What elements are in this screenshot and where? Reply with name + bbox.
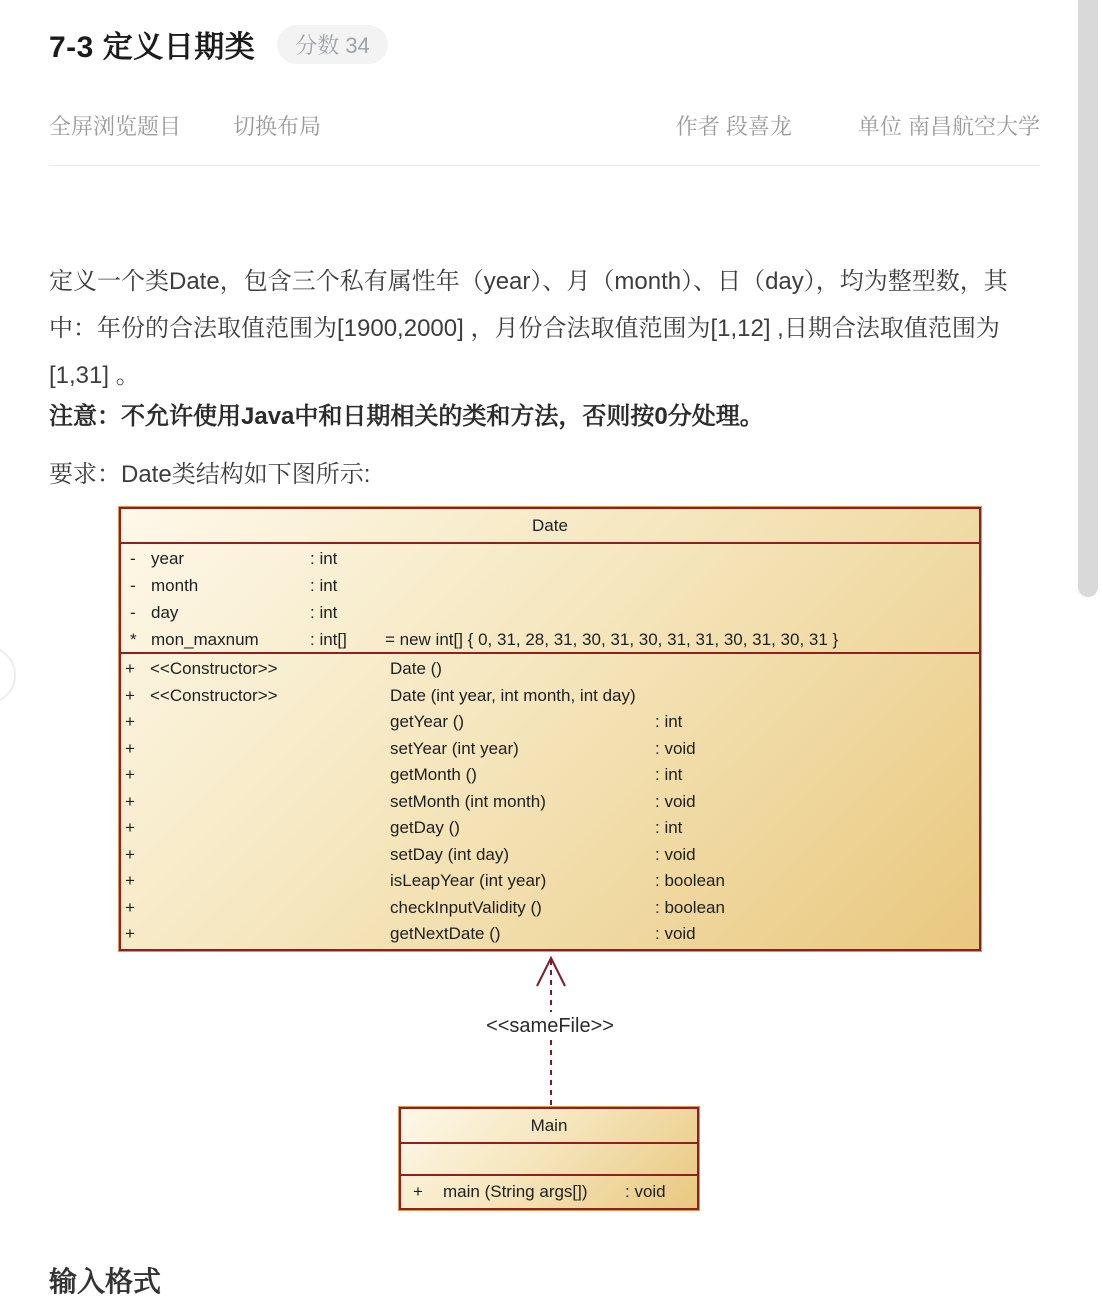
method-ret: : void [655,791,696,811]
attr-row [121,626,979,653]
mainmethod-vis: + [413,1182,423,1201]
method-signature: checkInputValidity () [390,897,542,917]
method-signature: getDay () [390,818,460,838]
method-signature: getYear () [390,712,465,732]
uml-date-methods [121,652,979,948]
method-signature: Date (int year, int month, int day) [390,685,636,705]
mainmethod-row [401,1176,697,1208]
attr-name: mon_maxnum [151,629,259,649]
method-ret: : void [655,844,696,864]
method-row [121,815,979,842]
method-vis: + [125,818,135,838]
method-vis: + [125,685,135,705]
attr-vis: - [130,548,136,568]
method-row [121,762,979,789]
method-row [121,868,979,895]
method-vis: + [125,738,135,758]
score-badge: 分数 34 [277,25,388,64]
toolbar [49,110,1040,141]
mainmethod-ret: : void [625,1182,666,1201]
method-row [121,683,979,710]
method-signature: Date () [390,659,442,679]
method-vis: + [125,659,135,679]
problem-description: 定义一个类Date，包含三个私有属性年（year）、月（month）、日（day），均为整型数，其中：年份的合法取值范围为[1900,2000] ，月份合法取值范围为[1,12] ,日期合法取值范围为[1,31] 。 [49,268,1008,389]
attr-type: : int[] [310,629,347,649]
attr-row [121,572,979,599]
uml-date-class [119,507,981,951]
uml-main-attributes-empty [401,1142,697,1174]
title-row [49,22,388,66]
method-vis: + [125,924,135,944]
header-divider [49,165,1040,166]
method-signature: setDay (int day) [390,844,510,864]
attr-type: : int [310,602,338,622]
uml-main-class [399,1107,699,1210]
attr-row [121,545,979,572]
problem-requirement: 要求：Date类结构如下图所示: [49,461,371,488]
method-vis: + [125,897,135,917]
method-ret: : int [655,765,683,785]
fullscreen-link[interactable]: 全屏浏览题目 [49,114,182,139]
attr-vis: - [130,602,136,622]
edge-floating-button[interactable] [0,646,16,704]
meta-group [676,110,1040,141]
method-signature: isLeapYear (int year) [390,871,547,891]
method-ret: : int [655,712,683,732]
attr-name: day [151,602,179,622]
mainmethod-signature: main (String args[]) [443,1182,588,1201]
method-row [121,656,979,683]
switch-layout-link[interactable]: 切换布局 [233,114,322,139]
method-vis: + [125,844,135,864]
method-ret: : int [655,818,683,838]
relation-label: <<sameFile>> [480,1012,620,1040]
method-row [121,789,979,816]
method-vis: + [125,791,135,811]
method-ret: : void [655,738,696,758]
uml-date-class-name: Date [532,515,568,535]
method-row [121,842,979,869]
attr-vis: - [130,575,136,595]
method-vis: + [125,765,135,785]
scrollbar-thumb[interactable] [1078,0,1098,597]
method-signature: setYear (int year) [390,738,519,758]
method-signature: setMonth (int month) [390,791,546,811]
method-row [121,921,979,948]
method-stereotype: <<Constructor>> [150,659,278,679]
author-label: 作者 段喜龙 [675,114,792,139]
method-ret: : boolean [655,871,725,891]
attr-type: : int [310,575,338,595]
problem-note: 注意：不允许使用Java中和日期相关的类和方法，否则按0分处理。 [49,403,764,430]
method-ret: : boolean [655,897,725,917]
uml-main-methods [401,1174,697,1208]
method-stereotype: <<Constructor>> [150,685,278,705]
attr-name: year [151,548,185,568]
attr-vis: * [130,629,137,649]
page-title: 7-3 定义日期类 [49,31,256,64]
method-ret: : void [655,924,696,944]
method-row [121,736,979,763]
uml-date-attributes [121,542,979,652]
method-signature: getNextDate () [390,924,501,944]
method-vis: + [125,712,135,732]
attr-init: = new int[] { 0, 31, 28, 31, 30, 31, 30, 31, 31, 30, 31, 30, 31 } [385,629,839,649]
input-format-heading: 输入格式 [49,1266,162,1297]
attr-row [121,599,979,626]
method-vis: + [125,871,135,891]
attr-name: month [151,575,199,595]
attr-type: : int [310,548,338,568]
uml-main-class-name: Main [530,1115,568,1135]
method-row [121,709,979,736]
organization-label: 单位 南昌航空大学 [857,114,1040,139]
method-signature: getMonth () [390,765,477,785]
method-row [121,895,979,922]
